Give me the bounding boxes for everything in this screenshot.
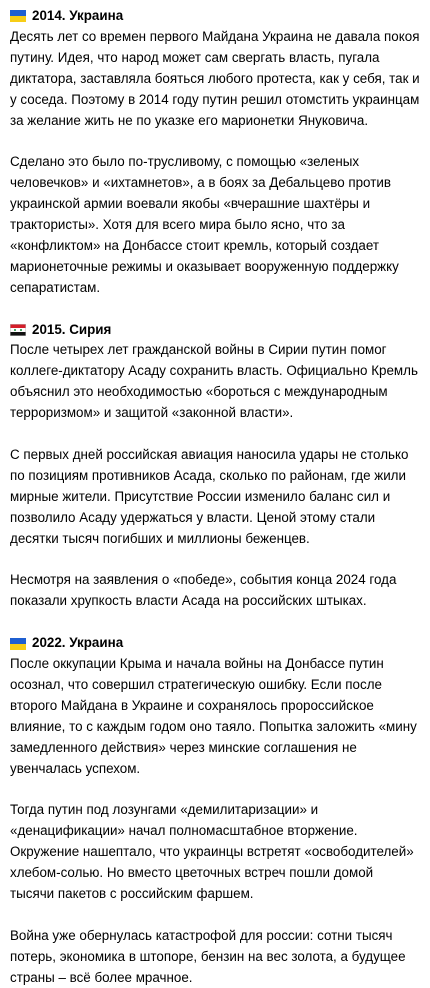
section-heading (10, 633, 420, 654)
syria-flag-icon (10, 324, 26, 336)
paragraph: Война уже обернулась катастрофой для россии: сотни тысяч потерь, экономика в штопоре, бензин на вес золота, а будущее страны – всё более мрачное. (10, 927, 406, 985)
section-heading (10, 6, 420, 27)
section-2014-ukraine (10, 6, 420, 299)
paragraph: С первых дней российская авиация наносила удары не столько по позициям противников Асада, сколько по районам, где жили мирные жители. Присутствие России изменило баланс сил и позволило Асаду удержаться у власти. Ценой этому стали десятки тысяч погибших и миллионы беженцев. (10, 446, 409, 546)
section-2015-syria (10, 320, 420, 613)
ukraine-flag-icon (10, 638, 26, 650)
section-2022-ukraine (10, 633, 420, 988)
paragraph: Сделано это было по-трусливому, с помощью «зеленых человечков» и «ихтамнетов», а в боях за Дебальцево против украинской армии воевали якобы «вчерашние шахтёры и трактористы». Хотя для всего мира было ясно, что за «конфликтом» на Донбассе стоит кремль, который создает марионеточные режимы и оказывает вооруженную поддержку сепаратистам. (10, 154, 399, 295)
section-heading-text: 2022. Украина (32, 635, 124, 651)
section-heading-text: 2015. Сирия (32, 321, 112, 337)
ukraine-flag-icon (10, 10, 26, 22)
section-heading (10, 320, 420, 341)
paragraph: После четырех лет гражданской войны в Сирии путин помог коллеге-диктатору Асаду сохранить власть. Официально Кремль объяснил это необходимостью «бороться с международным терроризмом» и защитой «законной власти». (10, 342, 418, 421)
section-heading-text: 2014. Украина (32, 8, 124, 23)
paragraph: После оккупации Крыма и начала войны на Донбассе путин осознал, что совершил стратегическую ошибку. Если после второго Майдана в Украине и сохранялось пророссийское влияние, то с каждым годом оно таяло. Попытка заложить «мину замедленного действия» через минские соглашения не увенчалась успехом. (10, 656, 417, 776)
paragraph: Несмотря на заявления о «победе», события конца 2024 года показали хрупкость власти Асада на российских штыках. (10, 572, 397, 609)
paragraph: Тогда путин под лозунгами «демилитаризации» и «денацификации» начал полномасштабное вторжение. Окружение нашептало, что украинцы встретят «освободителей» хлебом-солью. Но вместо цветочных встреч пошли домой тысячи пакетов с российским фаршем. (10, 802, 414, 901)
paragraph: Десять лет со времен первого Майдана Украина не давала покоя путину. Идея, что народ может сам свергать власть, пугала диктатора, заставляла бояться любого протеста, как у себя, так и у соседа. Поэтому в 2014 году путин решил отомстить украинцам за желание жить не по указке его марионетки Януковича. (10, 28, 420, 128)
